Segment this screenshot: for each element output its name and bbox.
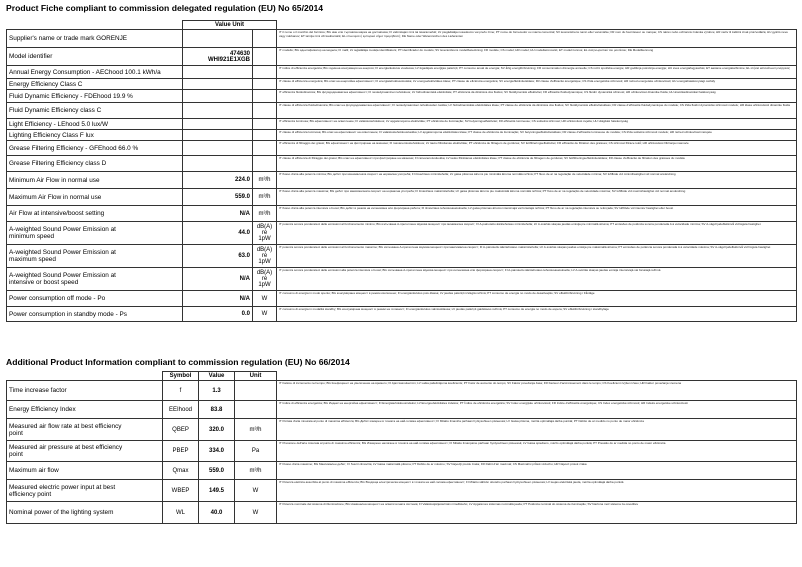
table-row: [7, 103, 797, 119]
value-unit-header: Value Unit: [183, 21, 277, 30]
row-translations: IT Pressione dell'aria misurata al punto di massima efficienza; BG Измерено налягане в точката на най-голяма ефективност; FI Mitattu ilmanpaine parhaan hyötysuhteen pisteessä; LV Gaisa spiediens, mērīts optimālajā darba punktā; PT Pressão do ar medida no ponto de maior eficiência: [277, 441, 797, 462]
table-row: [7, 48, 797, 66]
row-value: [183, 30, 253, 48]
table-row: [7, 189, 797, 206]
table-row: [7, 419, 797, 441]
row-value: 63.0: [183, 245, 253, 268]
row-value: [183, 66, 253, 79]
row-unit: [253, 156, 277, 172]
row-translations: IT potenza sonora ponderata A delle emissioni al funzionamento massimo; BG излъчвана А-претеглена звукова мощност при максимална скорост; FI A-painotettu äänitehotaso maksimiteholla; LV A-svērtās skaņas jaudas emisija pie maksimālā ātruma; PT emissões de potência sonora ponderada A à velocidade máxima; SV A-vägd ljudeffektnivå vid högsta hastighet: [277, 245, 797, 268]
row-translations: IT flusso d'aria alla potenza intensiva o boost; BG дебит в режим на интензивна или форсирана работа; FI ilmavirtaus tehostusasetuksella; LV gaisa plūsmas ātrums intensīvajā vai forsētajā režīmā; PT fluxo de ar na regulação intensiva ou reforçada; SV luftflöde vid intensiv hastighet eller boost: [277, 206, 797, 222]
row-translations: IT Indice di efficienza energetica; BG Индекс на енергийна ефективност; FI Energiatehokkuusindeksi; LV Energoefektivitātes indekss; PT Índice de eficiência energética; SV Index energijske učinkovitosti; FR Indice d'efficacité énergétique; CS Index energetické účinnosti; HR Indeks energetske učinkovitosti: [277, 401, 797, 419]
row-unit: dB(A) re 1pW: [253, 268, 277, 291]
row-unit: [253, 48, 277, 66]
table-row: [7, 268, 797, 291]
row-translations: IT flusso d'aria alla potenza minima; BG дебит при минималната скорост на нормална употреба; FI ilmavirtaus minimiteholla; LV gaisa plūsmas ātrums pie minimālā ātruma normālā režīmā; PT fluxo de ar na regulação de velocidade mínima; SV luftflöde vid minimihastighet vid normal användning: [277, 172, 797, 189]
row-value: 559.0: [183, 189, 253, 206]
row-label: Fluid Dynamic Efficiency class C: [7, 103, 183, 119]
row-unit: [235, 401, 277, 419]
row-value: [183, 156, 253, 172]
row-value: [183, 141, 253, 156]
row-value: N/A: [183, 206, 253, 222]
row-value: 1.3: [199, 381, 235, 401]
row-unit: m³/h: [235, 419, 277, 441]
page-title: Product Fiche compliant to commission delegated regulation (EU) No 65/2014: [6, 3, 324, 13]
table-row: [7, 291, 797, 307]
row-translations: IT potenza sonora ponderata A delle emissioni al funzionamento minimo; BG излъчвана А-претеглена звукова мощност при минимална скорост; FI A-painotettu äänitehotaso minimiteholla; LV A-svērtās skaņas jaudas emisija pie minimālā ātruma; PT emissões de potência sonora ponderada A à velocidade mínima; SV A-vägd ljudeffektnivå vid lägsta hastighet: [277, 222, 797, 245]
row-value: 40.0: [199, 502, 235, 524]
row-translations: IT efficienza di filtraggio dei grassi; BG ефективност на филтриране на мазнини; FI rasvanerotustehokkuus; LV tauku filtrēšanas efektivitāte; PT eficiência de filtragem de gorduras; SV fettfiltreringseffektivitet; FR efficacité de filtration des graisses; CS účinnost filtrace tuků; HR učinkovitost filtriranja masnoće: [277, 141, 797, 156]
unit-header: Unit: [235, 372, 277, 381]
row-translations: IT Potenza elettrica assorbita al punto di massima efficienza; BG Входяща електрическа мощност в точката на най-голяма ефективност; FI Mitattu sähkön ottoteho parhaan hyötysuhteen pisteessä; LV Ieejas elektriskā jauda, mērīta optimālajā darba punktā: [277, 480, 797, 502]
table-row: [7, 381, 797, 401]
row-translations: IT consumo di energia in modalità standby; BG консумирана мощност в режим на готовност; FI energiankulutus valmiustilassa; LV jaudas patēriņš gaidstāves režīmā; PT consumo de energia no modo de espera; SV effektförbrukning i standbyläge: [277, 307, 797, 322]
symbol-header: Symbol: [163, 372, 199, 381]
row-label: Measured air pressure at best efficiency point: [7, 441, 163, 462]
table-row: [7, 401, 797, 419]
row-label: A-weighted Sound Power Emission at minimum speed: [7, 222, 183, 245]
row-label: Maximum air flow: [7, 462, 163, 480]
row-symbol: QBEP: [163, 419, 199, 441]
row-unit: [253, 130, 277, 141]
row-translations: IT efficienza fluidodinamica; BG флуидодинамична ефективност; FI nestedynaaminen tehokkuus; LV hidrodinamiskā efektivitāte; PT eficiência da dinâmica dos fluidos; SV fluiddynamisk effektivitet; FR efficacité fluidodynamique; CS fluidní dynamická účinnost; HR učinkovitost dinamike fluida; HU áramlásdinamikai hatékonyság: [277, 90, 797, 103]
row-symbol: Qmax: [163, 462, 199, 480]
row-value: 320.0: [199, 419, 235, 441]
row-unit: W: [235, 480, 277, 502]
row-symbol: WBEP: [163, 480, 199, 502]
row-label: Lighting Efficiency Class F lux: [7, 130, 183, 141]
row-value: 224.0: [183, 172, 253, 189]
row-unit: [235, 381, 277, 401]
row-translations: IT efficienza luminosa; BG ефективност на осветление; FI valaistustehokkuus; LV apgaismojuma efektivitāte; PT eficiência de iluminação; SV belysningseffektivitet; FR efficacité lumineuse; CS světelná účinnost; HR učinkovitost svjetla; HU világítási hatékonyság: [277, 119, 797, 130]
table-row: [7, 480, 797, 502]
row-value: 149.5: [199, 480, 235, 502]
row-label: Energy Efficiency Class C: [7, 79, 183, 90]
row-label: Supplier's name or trade mark GORENJE: [7, 30, 183, 48]
row-unit: m³/h: [253, 206, 277, 222]
blank-cell: [7, 372, 163, 381]
row-unit: [253, 119, 277, 130]
row-value: 559.0: [199, 462, 235, 480]
row-translations: IT Fattore di incremento nel tempo; BG Коефициент на увеличение на времето; FI Ajan kasvukerroin; LV Laika palielinājuma koeficients; PT Fator de aumento do tempo; SV Faktor povečanja časa; FR Facteur d'accroissement dans le temps; CS Koeficient zvýšení času; HR Faktor povećanja vremena: [277, 381, 797, 401]
table-row: [7, 245, 797, 268]
row-value: 334.0: [199, 441, 235, 462]
row-label: Model identifier: [7, 48, 183, 66]
row-translations: IT consumo di energia in modo spento; BG консумирана мощност в режим изключено; FI energiankulutus pois-tilassa; LV jaudas patēriņš izslēgtā režīmā; PT consumo de energia no modo de desativação; SV effektförbrukning i frånläge: [277, 291, 797, 307]
table-row: [7, 307, 797, 322]
row-symbol: WL: [163, 502, 199, 524]
row-symbol: PBEP: [163, 441, 199, 462]
row-value: N/A: [183, 268, 253, 291]
row-translations: IT classe di efficienza luminosa; BG клас на ефективност на осветление; FI valaistustehokkuusluokka; LV apgaismojuma efektivitātes klase; PT classe de eficiência de iluminação; SV belysningseffektivitetsklass; FR classe d'efficacité lumineuse du modèle; CS třída světelné účinnosti modelu; HR razred učinkovitosti rasvjete: [277, 130, 797, 141]
row-label: Grease Filtering Efficiency class D: [7, 156, 183, 172]
row-unit: Pa: [235, 441, 277, 462]
value-header: Value: [199, 372, 235, 381]
row-value: [183, 103, 253, 119]
row-label: A-weighted Sound Power Emission at maximum speed: [7, 245, 183, 268]
row-label: Energy Efficiency Index: [7, 401, 163, 419]
row-unit: dB(A) re 1pW: [253, 222, 277, 245]
row-label: Power consumption off mode - Po: [7, 291, 183, 307]
row-value: 0.0: [183, 307, 253, 322]
additional-info-table: [6, 371, 797, 524]
row-label: Measured electric power input at best efficiency point: [7, 480, 163, 502]
row-label: A-weighted Sound Power Emission at intensive or boost speed: [7, 268, 183, 291]
blank-cell: [277, 372, 797, 381]
row-translations: IT modello; BG идентификатор на модела; FI malli; LV ieģādātāja modeļa identifikators; PT identificador do modelo; SV leverantörens modellbeteckning; FR modèle; CS model; HR model; HU modellazonosító; ET mudeli tunnus; EL αναγνωριστικό του μοντέλου; DE Modellkennung: [277, 48, 797, 66]
blank-cell: [277, 21, 797, 30]
product-fiche-table: [6, 20, 797, 322]
row-translations: IT potenza sonora ponderata A delle emissioni alla potenza intensiva o boost; BG излъчвана А-претеглена звукова мощност при интензивна или форсирана скорост; FI A-painotettu äänitehotaso tehostusasetuksella; LV A-svērtās skaņas jaudas emisija intensīvajā vai forsētajā režīmā: [277, 268, 797, 291]
row-label: Minimum Air Flow in normal use: [7, 172, 183, 189]
row-translations: IT classe di efficienza fluidodinamica; BG клас на флуидодинамична ефективност; FI nestedynaamisen tehokkuuden luokka; LV hidrodinamiskās efektivitātes klase; PT classe de eficiência da dinâmica dos fluidos; SV fluiddynamisk effektivitetsklass; FR classe d'efficacité fluidodynamique du modèle; CS třída fluidní dynamické účinnosti modelu; HR klasa učinkovitosti dinamike fluida: [277, 103, 797, 119]
row-value: 44.0: [183, 222, 253, 245]
table-row: [7, 141, 797, 156]
row-unit: [253, 79, 277, 90]
table-row: [7, 90, 797, 103]
table-row: [7, 222, 797, 245]
row-label: Measured air flow rate at best efficiency point: [7, 419, 163, 441]
row-label: Nominal power of the lighting system: [7, 502, 163, 524]
row-unit: [253, 103, 277, 119]
row-unit: m³/h: [253, 172, 277, 189]
row-label: Annual Energy Consumption - AEChood 100.1 kWh/a: [7, 66, 183, 79]
table-row: [7, 502, 797, 524]
row-unit: m³/h: [253, 189, 277, 206]
table-row: [7, 441, 797, 462]
row-label: Fluid Dynamic Efficiency - FDEhood 19.9 %: [7, 90, 183, 103]
row-translations: IT Portata d'aria misurata al punto di massima efficienza; BG Дебит измерен в точката на най-голяма ефективност; FI Mitattu ilmavirta parhaan hyötysuhteen pisteessä; LV Gaisa plūsma, mērīta optimālajā darba punktā; PT Débito de ar medido no ponto de maior eficiência: [277, 419, 797, 441]
row-label: Time increase factor: [7, 381, 163, 401]
row-label: Grease Filtering Efficiency - GFEhood 66.0 %: [7, 141, 183, 156]
row-value: [183, 90, 253, 103]
row-translations: IT flusso d'aria alla potenza massima; BG дебит при максималната скорост на нормална употреба; FI ilmavirtaus maksimiteholla; LV gaisa plūsmas ātrums pie maksimālā ātruma normālā režīmā; PT fluxo de ar na regulação de velocidade máxima; SV luftflöde vid maximihastighet vid normal användning: [277, 189, 797, 206]
row-translations: IT indice di efficienza energetica; BG годишна консумация на енергия; FI energiankulutus vuodessa; LV ikgadējais enerģijas patēriņš; PT consumo anual de energia; SV årlig energiförbrukning; FR consommation d'énergie annuelle; CS roční spotřeba energie; HR godišnja potrošnja energije; HU éves energiafogyasztás; ET aastane energiatarbimine; EL ετήσια κατανάλωση ενέργειας: [277, 66, 797, 79]
section-title: Additional Product Information compliant to commission regulation (EU) No 66/2014: [6, 357, 350, 367]
blank-cell: [7, 21, 183, 30]
row-translations: IT classe di efficienza di filtraggio dei grassi; BG клас на ефективност при филтриране на мазнини; FI rasvanerotusluokka; LV tauku filtrēšanas efektivitātes klase; PT classe de eficiência de filtragem de gorduras; SV fettfiltreringseffektivitetsklass; FR classe d'efficacité de filtration des graisses du modèle: [277, 156, 797, 172]
row-value: [183, 130, 253, 141]
row-unit: [253, 66, 277, 79]
row-translations: IT Flusso d'aria massimo; BG Максимален дебит; FI Suurin ilmavirta; LV Gaisa maksimālā plūsma; PT Débito de ar máximo; SV Največji pretok zraka; FR Débit d'air maximal; CS Maximální průtok vzduchu; HR Najveći protok zraka: [277, 462, 797, 480]
row-label: Maximum Air Flow in normal use: [7, 189, 183, 206]
row-value: N/A: [183, 291, 253, 307]
table-row: [7, 156, 797, 172]
row-symbol: EEIhood: [163, 401, 199, 419]
table-row: [7, 30, 797, 48]
table-row: [7, 79, 797, 90]
row-unit: [253, 90, 277, 103]
row-translations: IT Potenza nominale del sistema di illuminazione; BG Номинална мощност на осветителната система; FI Valaistusjärjestelmän nimellisteho; LV Apgaismes sistēmas nominālā jauda; PT Potência nominal do sistema de iluminação; SV Nazivna moč sistema za osvetlitev: [277, 502, 797, 524]
table-row: [7, 130, 797, 141]
row-value: 83.8: [199, 401, 235, 419]
row-unit: [253, 141, 277, 156]
row-label: Power consumption in standby mode - Ps: [7, 307, 183, 322]
row-value: [183, 119, 253, 130]
row-unit: W: [253, 307, 277, 322]
row-unit: dB(A) re 1pW: [253, 245, 277, 268]
table-row: [7, 462, 797, 480]
row-symbol: f: [163, 381, 199, 401]
row-unit: [253, 30, 277, 48]
table-row: [7, 206, 797, 222]
row-label: Light Efficiency - LEhood 5.0 lux/W: [7, 119, 183, 130]
row-label: Air Flow at intensive/boost setting: [7, 206, 183, 222]
row-value: [183, 79, 253, 90]
table-row: [7, 172, 797, 189]
table-row: [7, 66, 797, 79]
row-unit: W: [253, 291, 277, 307]
row-translations: IT classe di efficienza energetica; BG клас на енергийна ефективност; FI energiatehokkuusluokka; LV energoefektivitātes klase; PT classe de eficiência energética; SV energieffektivitetsklass; FR classe d'efficacité énergétique; CS třída energetické účinnosti; HR razred energetske učinkovitosti; HU energiahatékonysági osztály: [277, 79, 797, 90]
row-translations: IT il nome o il marchio del fornitore; BG име или търговска марка на доставчика; FI valmistajan nimi tai tavaramerkki; LV piegādātāja nosaukums vai preču zīme; PT nome do fornecedor ou marca comercial; SV leverantörens namn eller varumärke; FR nom du fournisseur ou marque; CS název nebo ochranná známka výrobce; HR naziv ili zaštitni znak proizvođača; HU gyártó neve vagy márkanév; ET tarnija nimi või kaubamärk; EL επωνυμία ή εμπορικό σήμα προμηθευτή; DE Name oder Warenzeichen des Lieferanten: [277, 30, 797, 48]
row-unit: m³/h: [235, 462, 277, 480]
row-unit: W: [235, 502, 277, 524]
table-row: [7, 119, 797, 130]
row-value: 474630 WHI921E1XGB: [183, 48, 253, 66]
